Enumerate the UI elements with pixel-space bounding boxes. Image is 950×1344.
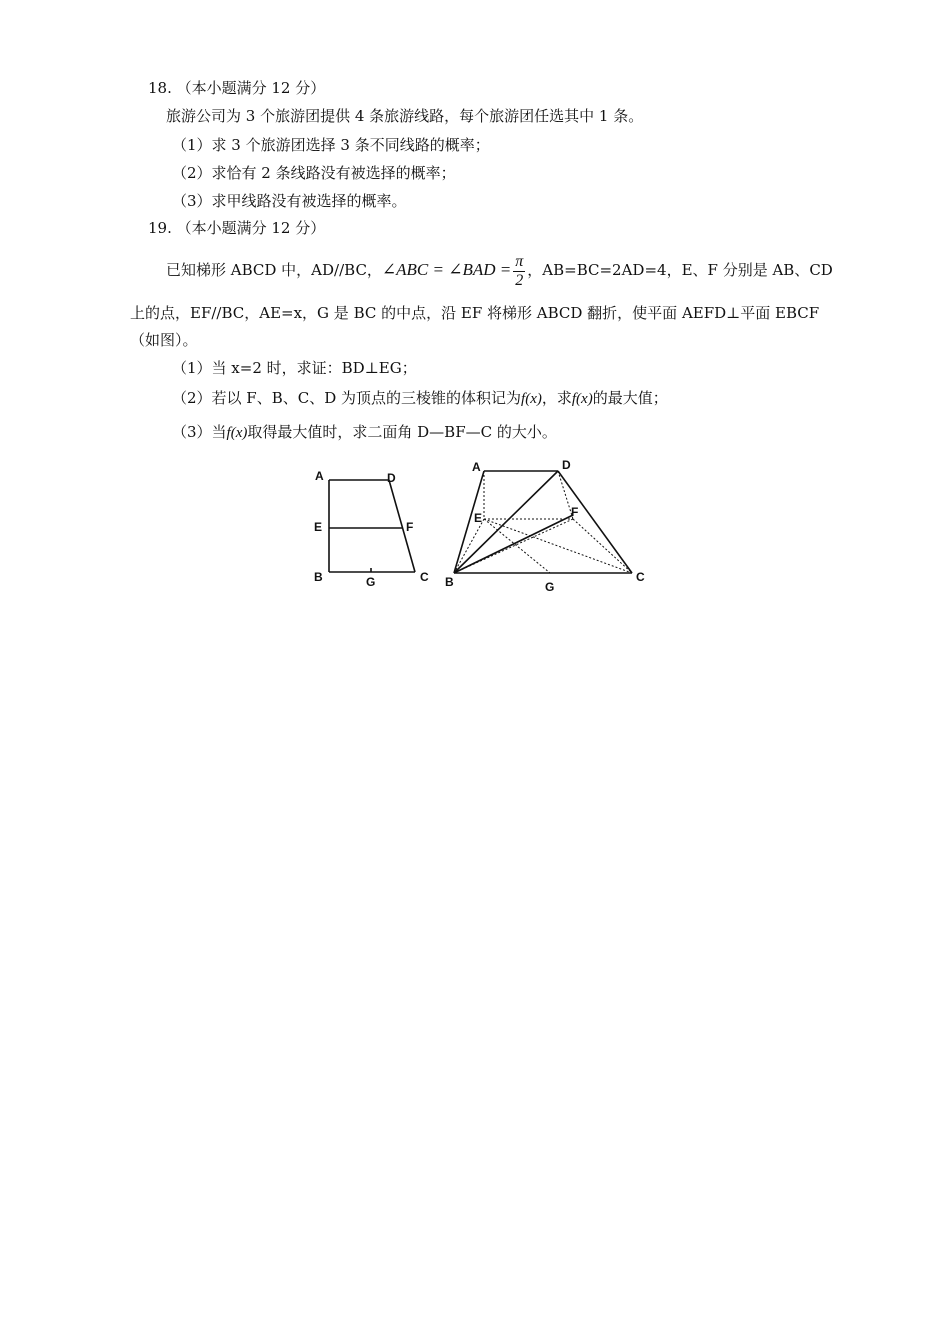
label-E: E <box>474 511 483 525</box>
label-B: B <box>314 570 323 584</box>
q18-part-2: （2）求恰有 2 条线路没有被选择的概率； <box>172 164 456 182</box>
q18-part-3: （3）求甲线路没有被选择的概率。 <box>172 192 407 210</box>
q18-header: 18. （本小题满分 12 分） <box>148 79 326 97</box>
q19-part2-b: ，求 <box>541 389 572 407</box>
fraction-denominator: 2 <box>515 271 524 289</box>
q18-part-1: （1）求 3 个旅游团选择 3 条不同线路的概率； <box>172 136 490 154</box>
q19-stem-line3: （如图）。 <box>130 331 198 349</box>
label-A: A <box>315 469 324 483</box>
q19-part3-a: （3）当 <box>172 423 227 441</box>
q19-header: 19. （本小题满分 12 分） <box>148 219 326 237</box>
label-G: G <box>545 580 555 594</box>
q19-part-1: （1）当 x=2 时，求证：BD⊥EG； <box>172 359 417 377</box>
fx-symbol: f(x) <box>521 391 542 407</box>
q19-stem-b: ，AB=BC=2AD=4，E、F 分别是 AB、CD <box>527 261 833 279</box>
label-D: D <box>562 458 571 472</box>
fx-symbol: f(x) <box>226 425 248 441</box>
label-F: F <box>406 520 414 534</box>
q19-part-2 <box>172 388 668 409</box>
q19-stem-line1 <box>166 252 833 290</box>
q19-part2-c: 的最大值； <box>592 389 668 407</box>
label-B: B <box>445 575 454 589</box>
q19-part2-a: （2）若以 F、B、C、D 为顶点的三棱锥的体积记为 <box>172 389 522 407</box>
fx-symbol: f(x) <box>571 391 593 407</box>
pi-over-2-fraction <box>513 253 525 290</box>
label-E: E <box>314 520 323 534</box>
label-G: G <box>366 575 376 589</box>
q19-part3-b: 取得最大值时，求二面角 D—BF—C 的大小。 <box>247 423 557 441</box>
label-C: C <box>420 570 429 584</box>
q19-stem-a: 已知梯形 ABCD 中，AD//BC， <box>166 261 382 279</box>
fraction-numerator: π <box>515 252 524 270</box>
trapezoid-figure-flat <box>305 460 445 595</box>
label-A: A <box>472 460 481 474</box>
label-C: C <box>636 570 645 584</box>
label-D: D <box>387 471 396 485</box>
angle-formula: ∠ABC = ∠BAD = <box>381 260 512 279</box>
label-F: F <box>571 505 579 519</box>
q19-part-3 <box>172 422 557 443</box>
q18-stem: 旅游公司为 3 个旅游团提供 4 条旅游线路，每个旅游团任选其中 1 条。 <box>166 107 644 125</box>
q19-stem-line2: 上的点，EF//BC，AE=x，G 是 BC 的中点，沿 EF 将梯形 ABCD 翻折，使平面 AEFD⊥平面 EBCF <box>130 304 820 322</box>
trapezoid-figure-folded <box>440 455 660 595</box>
